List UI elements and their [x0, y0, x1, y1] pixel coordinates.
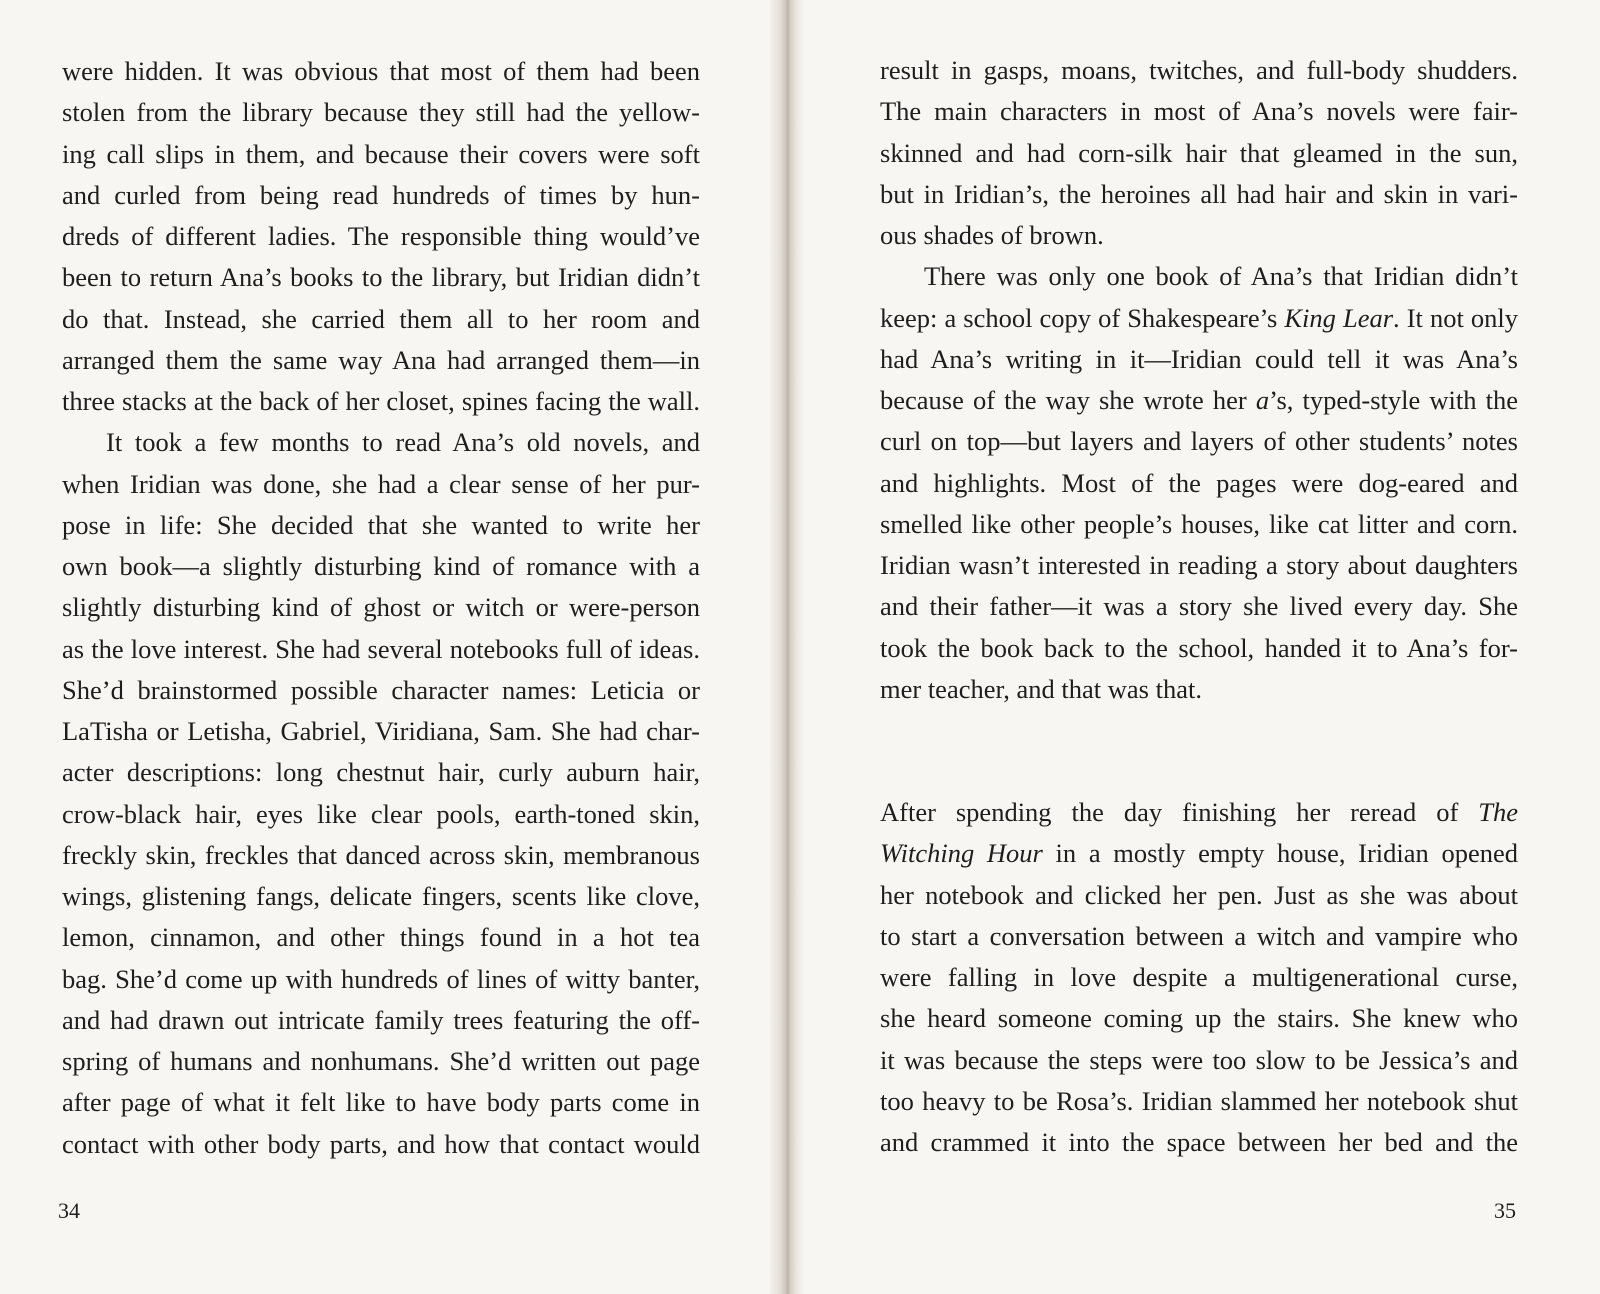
text-line: [880, 298, 1518, 339]
text-line: been to return Ana’s books to the library, but Iridian didn’t: [62, 262, 700, 293]
text-line: stolen from the library because they still had the yellow-: [62, 97, 700, 128]
text-span: . It not only: [1393, 302, 1518, 333]
paragraph-first-line: It took a few months to read Ana’s old novels, and: [106, 427, 700, 458]
text-line: curl on top—but layers and layers of other students’ notes: [880, 426, 1518, 457]
text-line: Iridian wasn’t interested in reading a story about daughters: [880, 550, 1518, 580]
text-line: were hidden. It was obvious that most of them had been: [62, 56, 700, 86]
text-line: result in gasps, moans, twitches, and full-body shudders.: [880, 55, 1518, 85]
text-line: smelled like other people’s houses, like cat litter and corn.: [880, 508, 1518, 539]
text-line: and had drawn out intricate family trees featuring the off-: [62, 1004, 700, 1035]
book-gutter: [770, 0, 804, 1294]
right-page-text-section: [880, 792, 1518, 1163]
text-line: dreds of different ladies. The responsible thing would’ve: [62, 221, 700, 251]
page-number-left: 34: [58, 1198, 80, 1223]
text-line: She’d brainstormed possible character names: Leticia or: [62, 674, 700, 705]
text-span: in a mostly empty house, Iridian opened: [1042, 838, 1519, 869]
text-line: acter descriptions: long chestnut hair, curly auburn hair,: [62, 757, 700, 788]
text-line: but in Iridian’s, the heroines all had hair and skin in vari-: [880, 178, 1518, 209]
text-span: because of the way she wrote her: [880, 385, 1247, 415]
left-page-text: [62, 51, 700, 1165]
italic-title: The: [1478, 797, 1519, 827]
text-line: [880, 380, 1518, 421]
italic-letter: a: [1255, 385, 1270, 415]
paragraph-first-line: There was only one book of Ana’s that Iridian didn’t: [924, 261, 1518, 292]
text-line: lemon, cinnamon, and other things found in a hot tea: [62, 922, 700, 953]
paragraph-last-line: mer teacher, and that was that.: [880, 673, 1202, 704]
text-line: were falling in love despite a multigenerational curse,: [880, 962, 1518, 992]
page-number-right: 35: [1494, 1198, 1516, 1223]
italic-title: Witching Hour: [880, 838, 1043, 869]
paragraph-last-line: ous shades of brown.: [880, 220, 1104, 250]
text-line: after page of what it felt like to have body parts come in: [62, 1087, 700, 1118]
text-line: as the love interest. She had several notebooks full of ideas.: [62, 633, 700, 664]
text-line: crow-black hair, eyes like clear pools, earth-toned skin,: [62, 798, 700, 829]
text-line: her notebook and clicked her pen. Just as she was about: [880, 879, 1518, 910]
italic-title: King Lear: [1284, 302, 1394, 333]
text-line: bag. She’d come up with hundreds of lines of witty banter,: [62, 963, 700, 994]
text-line: contact with other body parts, and how that contact would: [62, 1128, 700, 1159]
right-page-text-top: [880, 50, 1518, 710]
text-line: arranged them the same way Ana had arranged them—in: [62, 344, 700, 375]
text-line: LaTisha or Letisha, Gabriel, Viridiana, Sam. She had char-: [62, 716, 700, 746]
text-line: and their father—it was a story she lived every day. She: [880, 591, 1518, 622]
text-line: she heard someone coming up the stairs. She knew who: [880, 1003, 1518, 1034]
text-line: do that. Instead, she carried them all to her room and: [62, 303, 700, 334]
text-line: spring of humans and nonhumans. She’d written out page: [62, 1046, 700, 1076]
text-line: [880, 792, 1518, 833]
text-line: too heavy to be Rosa’s. Iridian slammed her notebook shut: [880, 1085, 1518, 1116]
text-line: it was because the steps were too slow to be Jessica’s and: [880, 1044, 1518, 1075]
text-line: took the book back to the school, handed it to Ana’s for-: [880, 632, 1518, 663]
text-line: had Ana’s writing in it—Iridian could tell it was Ana’s: [880, 343, 1518, 374]
text-line: ing call slips in them, and because their covers were soft: [62, 138, 700, 169]
text-line: three stacks at the back of her closet, spines facing the wall.: [62, 386, 700, 416]
text-line: slightly disturbing kind of ghost or witch or were-person: [62, 592, 700, 623]
text-line: when Iridian was done, she had a clear sense of her pur-: [62, 468, 700, 499]
text-line: and crammed it into the space between her bed and the: [880, 1127, 1518, 1157]
text-line: and highlights. Most of the pages were dog-eared and: [880, 467, 1518, 498]
text-span: After spending the day finishing her reread of: [880, 797, 1459, 827]
text-line: [880, 833, 1518, 874]
text-line: freckly skin, freckles that danced across skin, membranous: [62, 839, 700, 870]
text-line: pose in life: She decided that she wanted to write her: [62, 509, 700, 540]
text-span: ’s, typed-style with the: [1269, 385, 1518, 415]
text-span: keep: a school copy of Shakespeare’s: [880, 302, 1278, 333]
text-line: own book—a slightly disturbing kind of romance with a: [62, 551, 700, 581]
text-line: wings, glistening fangs, delicate fingers, scents like clove,: [62, 881, 700, 911]
text-line: and curled from being read hundreds of times by hun-: [62, 179, 700, 210]
text-line: skinned and had corn-silk hair that gleamed in the sun,: [880, 137, 1518, 168]
text-line: The main characters in most of Ana’s novels were fair-: [880, 96, 1518, 127]
text-line: to start a conversation between a witch and vampire who: [880, 920, 1518, 951]
